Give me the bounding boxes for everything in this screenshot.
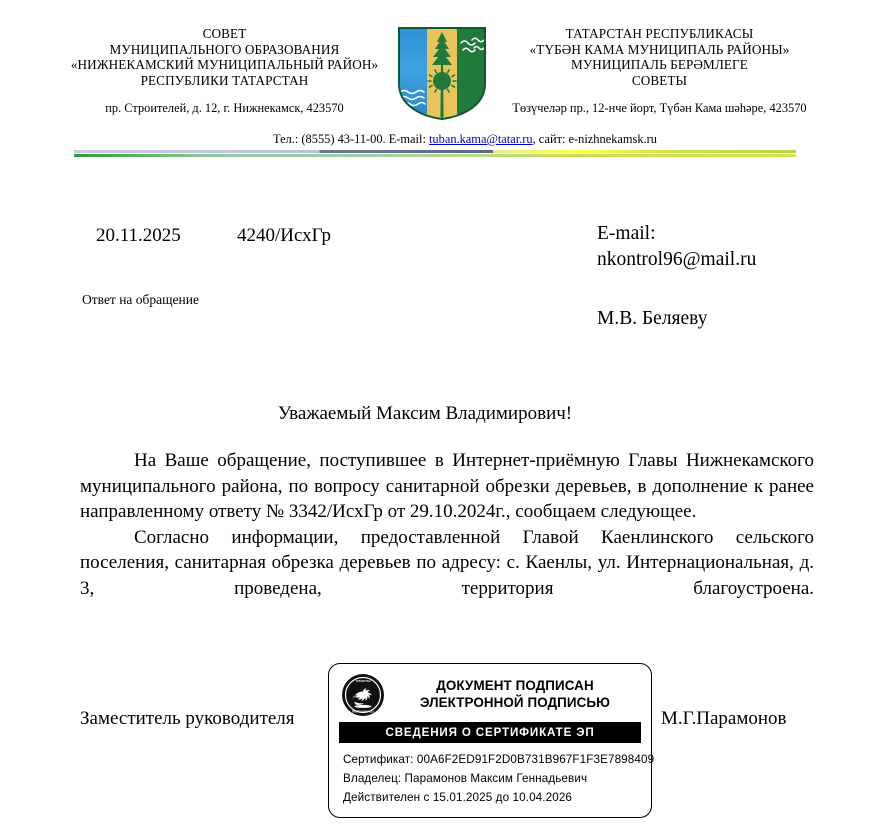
letter-body [80,448,814,627]
reference-row [96,225,331,247]
org-name-ru-line-2: МУНИЦИПАЛЬНОГО ОБРАЗОВАНИЯ [109,41,340,57]
signer-name: М.Г.Парамонов [661,708,787,729]
header-divider-bottom [74,154,796,157]
svg-text:РЕСПУБЛИКАСЫ: РЕСПУБЛИКАСЫ [351,710,375,714]
signer-position: Заместитель руководителя [80,708,295,729]
contact-line [0,132,870,147]
certificate-validity: Действителен с 15.01.2025 до 10.04.2026 [343,790,573,804]
digital-signature-title-line-1: ДОКУМЕНТ ПОДПИСАН [436,678,594,694]
emblem-container [392,26,492,121]
letterhead-tatar-block [497,26,822,116]
letter-paragraph-1: На Ваше обращение, поступившее в Интернет-приёмную Главы Нижнекамского муниципального района, по вопросу санитарной обрезки деревьев, в дополнение к ранее направленному ответу № 3342/ИсхГр от 29.10.2024г., сообщаем следующее. [80,450,814,523]
digital-signature-stamp [328,663,655,818]
org-name-ru-line-4: РЕСПУБЛИКИ ТАТАРСТАН [140,72,309,88]
addressee-block [597,221,756,272]
org-name-tt-line-2: «ТҮБӘН КАМА МУНИЦИПАЛЬ РАЙОНЫ» [529,41,790,57]
contact-website: , сайт: e-nizhnekamsk.ru [532,132,657,146]
org-name-tt-line-3: МУНИЦИПАЛЬ БЕРӘМЛЕГЕ [571,57,748,73]
org-address-ru: пр. Строителей, д. 12, г. Нижнекамск, 423570 [105,101,344,116]
letter-paragraph-2: Согласно информации, предоставленной Главой Каенлинского сельского поселения, санитарная обрезка деревьев по адресу: с. Каенлы, ул. Интернациональная, д. 3, проведена, территория благоустроена. [80,526,814,599]
digital-signature-title [392,678,642,712]
org-name-tt-line-4: СОВЕТЫ [631,72,688,88]
letterhead-columns [0,26,870,121]
contact-phone-label: Тел.: (8555) 43-11-00. E-mail: [273,132,429,146]
document-number: 4240/ИсхГр [237,225,331,246]
header-divider-top [74,150,796,153]
svg-text:ТАТАРСТАН: ТАТАРСТАН [355,679,371,683]
addressee-email: nkontrol96@mail.ru [597,248,757,270]
org-name-ru-line-1: СОВЕТ [202,26,247,41]
addressee-email-label: E-mail: [597,223,656,244]
org-name-tt-line-1: ТАТАРСТАН РЕСПУБЛИКАСЫ [565,26,754,41]
letterhead [0,0,870,164]
tatarstan-seal-icon [341,673,385,717]
letterhead-russian-block [62,26,387,116]
addressee-name: М.В. Беляеву [597,308,708,329]
certificate-owner: Владелец: Парамонов Максим Геннадьевич [343,771,588,785]
email-link[interactable]: tuban.kama@tatar.ru [428,132,533,146]
certificate-details [338,743,655,807]
salutation: Уважаемый Максим Владимирович! [277,403,573,424]
org-name-ru-line-3: «НИЖНЕКАМСКИЙ МУНИЦИПАЛЬНЫЙ РАЙОН» [70,57,379,73]
document-date: 20.11.2025 [96,225,181,246]
digital-signature-header [338,671,642,721]
certificate-info-bar: СВЕДЕНИЯ О СЕРТИФИКАТЕ ЭП [339,722,641,743]
org-address-tt: Төзүчеләр пр., 12-нче йорт, Түбән Кама шәһәре, 423570 [512,101,807,116]
coat-of-arms-nizhnekamsk-icon [397,26,487,121]
digital-signature-title-line-2: ЭЛЕКТРОННОЙ ПОДПИСЬЮ [419,695,611,710]
certificate-serial: Сертификат: 00A6F2ED91F2D0B731B967F1F3E7898409 [343,752,655,766]
document-subject: Ответ на обращение [82,292,199,307]
